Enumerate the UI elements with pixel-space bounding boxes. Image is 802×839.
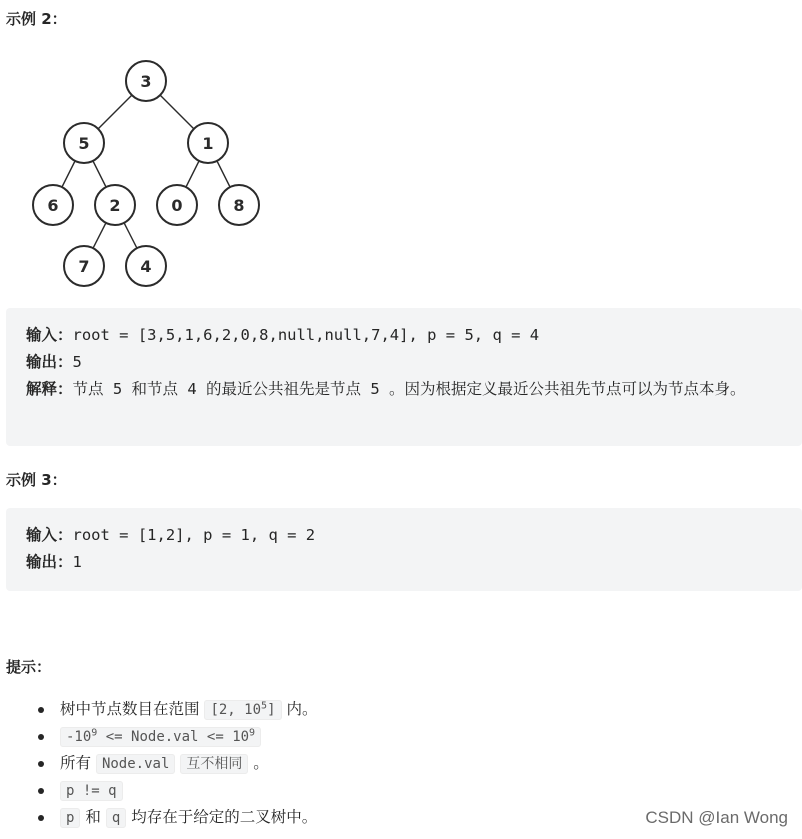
tree-node-label: 3 <box>140 72 152 91</box>
tree-node <box>157 185 197 225</box>
output-value: 1 <box>72 553 82 571</box>
example-3-heading: 示例 3： <box>6 471 67 489</box>
hint-text: 和 <box>85 808 101 826</box>
bullet-icon <box>38 761 44 767</box>
tree-node-label: 2 <box>109 196 121 215</box>
tree-node-label: 5 <box>78 134 90 153</box>
explanation-value: 节点 5 和节点 4 的最近公共祖先是节点 5 。因为根据定义最近公共祖先节点可以为节点本身。 <box>72 380 746 398</box>
tree-node-label: 8 <box>233 196 245 215</box>
output-label: 输出： <box>26 553 73 571</box>
explanation-line <box>26 376 782 403</box>
tree-node-label: 7 <box>78 257 90 276</box>
bullet-icon <box>38 707 44 713</box>
output-label: 输出： <box>26 353 73 371</box>
superscript: 9 <box>91 727 98 739</box>
watermark: CSDN @Ian Wong <box>645 808 788 827</box>
input-line <box>26 322 782 349</box>
inline-code: p <box>60 808 80 828</box>
bullet-icon <box>38 734 44 740</box>
tree-node <box>126 61 166 101</box>
inline-code <box>204 700 281 720</box>
hints-heading: 提示： <box>6 658 52 676</box>
code-text: <= Node.val <= 10 <box>97 729 250 745</box>
tree-node-label: 6 <box>47 196 59 215</box>
output-value: 5 <box>72 353 82 371</box>
example-2-code-block <box>6 308 802 446</box>
hint-text: 树中节点数目在范围 <box>60 700 200 718</box>
tree-node <box>64 123 104 163</box>
input-line <box>26 522 782 549</box>
inline-code: Node.val <box>96 754 175 774</box>
binary-tree-diagram <box>0 50 290 300</box>
tree-node <box>95 185 135 225</box>
code-text: -10 <box>66 729 92 745</box>
superscript: 9 <box>249 727 256 739</box>
tree-node <box>219 185 259 225</box>
bullet-icon <box>38 788 44 794</box>
output-line <box>26 349 782 376</box>
bullet-icon <box>38 815 44 821</box>
hint-text: 均存在于给定的二叉树中。 <box>131 808 318 826</box>
input-label: 输入： <box>26 326 73 344</box>
tree-node-label: 1 <box>202 134 214 153</box>
tree-node-label: 4 <box>140 257 152 276</box>
input-label: 输入： <box>26 526 73 544</box>
example-3-code-block <box>6 508 802 591</box>
inline-code: 互不相同 <box>180 754 248 774</box>
hint-text: 所有 <box>60 754 92 772</box>
hint-text: 。 <box>253 754 269 772</box>
code-text: ] <box>267 702 276 718</box>
tree-node <box>33 185 73 225</box>
tree-node <box>64 246 104 286</box>
inline-code <box>60 727 261 747</box>
input-value: root = [3,5,1,6,2,0,8,null,null,7,4], p = 5, q = 4 <box>72 326 540 344</box>
explanation-label: 解释： <box>26 380 73 398</box>
output-line <box>26 549 782 576</box>
example-2-heading: 示例 2： <box>6 10 67 28</box>
tree-node-label: 0 <box>171 196 183 215</box>
inline-code: p != q <box>60 781 123 801</box>
hint-text: 内。 <box>286 700 318 718</box>
code-text: [2, 10 <box>210 702 262 718</box>
input-value: root = [1,2], p = 1, q = 2 <box>72 526 316 544</box>
superscript: 5 <box>261 700 268 712</box>
tree-node <box>126 246 166 286</box>
inline-code: q <box>106 808 126 828</box>
tree-node <box>188 123 228 163</box>
